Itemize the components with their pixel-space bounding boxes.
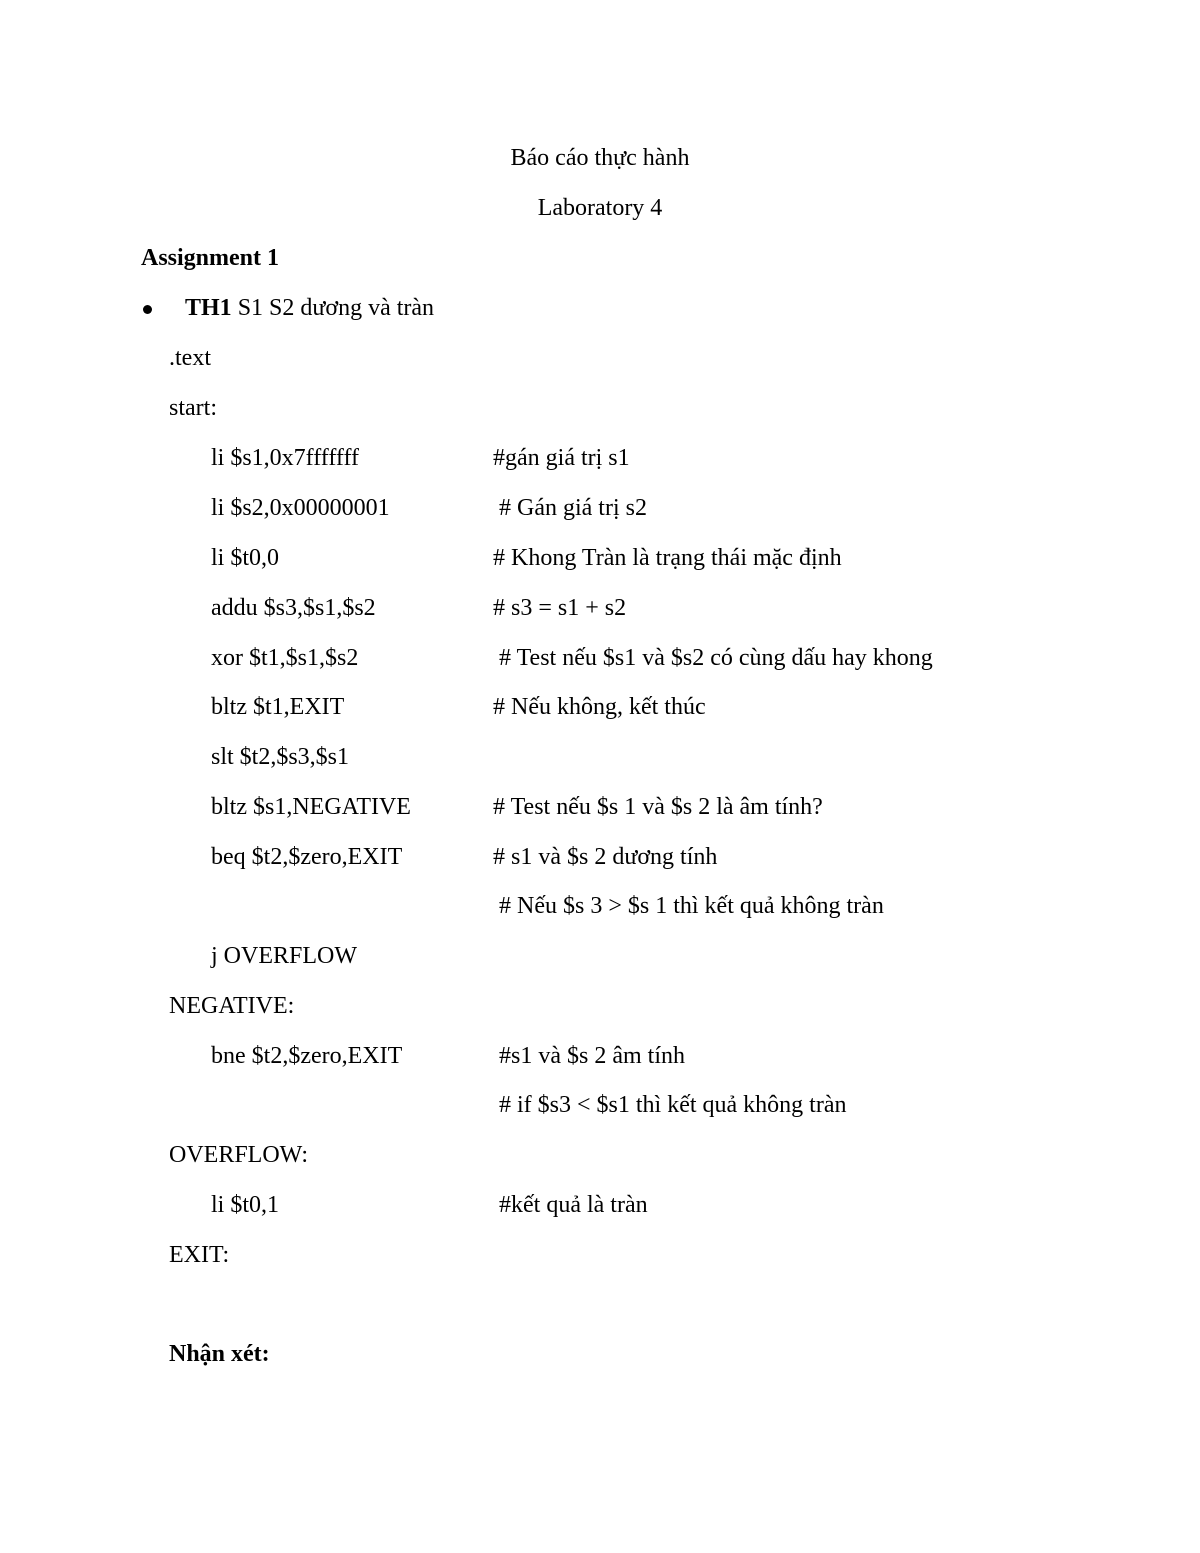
code-instr: xor $t1,$s1,$s2	[211, 645, 359, 671]
code-comment: # s3 = s1 + s2	[493, 595, 627, 621]
code-instr: li $s2,0x00000001	[211, 495, 390, 521]
overflow-label: OVERFLOW:	[169, 1142, 309, 1168]
code-instr: li $s1,0x7fffffff	[211, 445, 360, 471]
report-subtitle: Laboratory 4	[537, 195, 663, 221]
code-comment: # Nếu không, kết thúc	[493, 694, 706, 720]
case-label: TH1	[185, 295, 232, 321]
code-instr: bne $t2,$zero,EXIT	[211, 1043, 403, 1069]
code-instr: li $t0,0	[211, 545, 280, 571]
code-comment: # if $s3 < $s1 thì kết quả không tràn	[499, 1092, 847, 1118]
code-comment: # Test nếu $s 1 và $s 2 là âm tính?	[493, 794, 823, 820]
negative-label: NEGATIVE:	[169, 993, 295, 1019]
code-comment: # Nếu $s 3 > $s 1 thì kết quả không tràn	[499, 893, 884, 919]
code-instr: beq $t2,$zero,EXIT	[211, 844, 403, 870]
code-comment: # Khong Tràn là trạng thái mặc định	[493, 545, 842, 571]
case-text: S1 S2 dương và tràn	[231, 295, 435, 321]
case-heading	[185, 293, 434, 323]
assignment-heading: Assignment 1	[141, 245, 280, 271]
bullet-icon	[143, 305, 152, 314]
code-comment: #gán giá trị s1	[493, 445, 630, 471]
code-instr: slt $t2,$s3,$s1	[211, 744, 350, 770]
exit-label: EXIT:	[169, 1242, 230, 1268]
code-comment: # s1 và $s 2 dương tính	[493, 844, 718, 870]
code-comment: #s1 và $s 2 âm tính	[499, 1043, 685, 1069]
code-instr: li $t0,1	[211, 1192, 280, 1218]
code-instr: j OVERFLOW	[211, 943, 357, 969]
start-label: start:	[169, 395, 217, 421]
text-directive: .text	[169, 345, 211, 371]
code-comment: # Gán giá trị s2	[499, 495, 647, 521]
code-instr: addu $s3,$s1,$s2	[211, 595, 376, 621]
code-comment: #kết quả là tràn	[499, 1192, 648, 1218]
remarks-heading: Nhận xét:	[169, 1341, 270, 1367]
code-comment: # Test nếu $s1 và $s2 có cùng dấu hay khong	[499, 645, 933, 671]
report-title: Báo cáo thực hành	[510, 145, 690, 171]
code-instr: bltz $s1,NEGATIVE	[211, 794, 411, 820]
code-instr: bltz $t1,EXIT	[211, 694, 345, 720]
